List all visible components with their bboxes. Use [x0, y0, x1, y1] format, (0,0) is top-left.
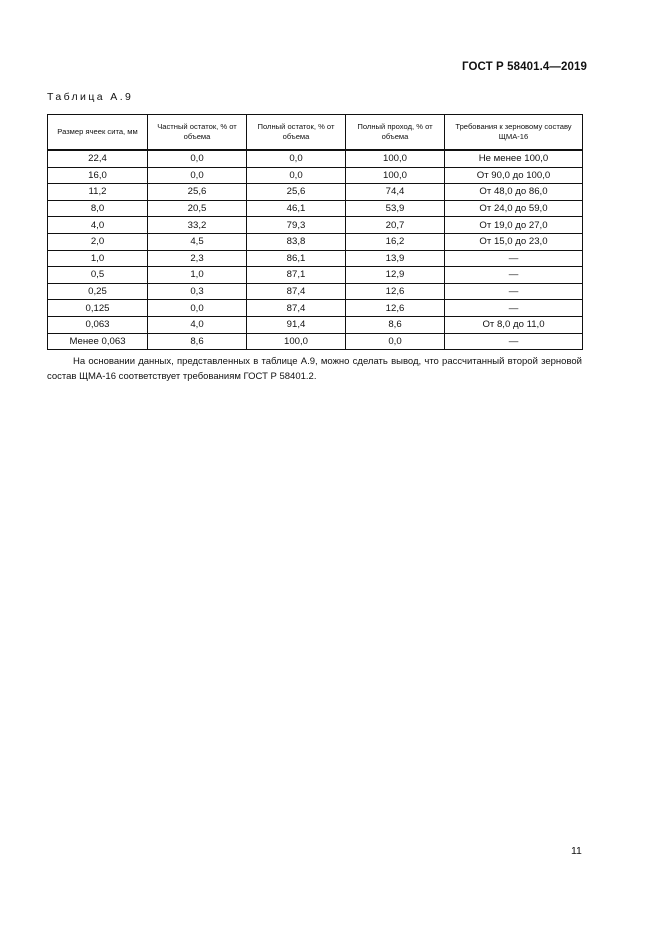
cell-sieve-size: 0,5: [48, 267, 148, 284]
cell-sieve-size: 11,2: [48, 184, 148, 201]
cell-partial-residue: 1,0: [148, 267, 247, 284]
column-header-requirements: Требования к зерновому составу ЩМА-16: [445, 115, 583, 151]
column-header-total-residue: Полный остаток, % от объема: [247, 115, 346, 151]
table-body: [48, 150, 583, 350]
cell-partial-residue: 33,2: [148, 217, 247, 234]
cell-total-passing: 74,4: [346, 184, 445, 201]
cell-partial-residue: 25,6: [148, 184, 247, 201]
table-row: [48, 300, 583, 317]
cell-total-residue: 100,0: [247, 333, 346, 350]
cell-requirement: От 19,0 до 27,0: [445, 217, 583, 234]
cell-total-passing: 53,9: [346, 200, 445, 217]
cell-total-residue: 91,4: [247, 316, 346, 333]
cell-requirement: —: [445, 333, 583, 350]
cell-total-passing: 12,6: [346, 283, 445, 300]
cell-total-passing: 12,6: [346, 300, 445, 317]
column-header-sieve-size: Размер ячеек сита, мм: [48, 115, 148, 151]
table-row: [48, 267, 583, 284]
cell-total-residue: 25,6: [247, 184, 346, 201]
table-row: [48, 283, 583, 300]
cell-sieve-size: 8,0: [48, 200, 148, 217]
table-row: [48, 167, 583, 184]
cell-sieve-size: 16,0: [48, 167, 148, 184]
cell-requirement: От 90,0 до 100,0: [445, 167, 583, 184]
table-row: [48, 233, 583, 250]
cell-total-residue: 83,8: [247, 233, 346, 250]
cell-partial-residue: 0,3: [148, 283, 247, 300]
cell-partial-residue: 0,0: [148, 300, 247, 317]
cell-total-residue: 0,0: [247, 150, 346, 167]
cell-requirement: От 8,0 до 11,0: [445, 316, 583, 333]
table-row: [48, 200, 583, 217]
conclusion-paragraph: На основании данных, представленных в таблице А.9, можно сделать вывод, что рассчитанный второй зерновой состав ЩМА-16 соответствует требованиям ГОСТ Р 58401.2.: [47, 356, 582, 382]
standard-code: ГОСТ Р 58401.4—2019: [462, 61, 587, 73]
cell-requirement: От 24,0 до 59,0: [445, 200, 583, 217]
cell-partial-residue: 8,6: [148, 333, 247, 350]
cell-total-passing: 13,9: [346, 250, 445, 267]
cell-total-residue: 87,1: [247, 267, 346, 284]
cell-partial-residue: 4,5: [148, 233, 247, 250]
table-row: [48, 250, 583, 267]
table-caption: Таблица А.9: [47, 91, 134, 103]
column-header-partial-residue: Частный остаток, % от объема: [148, 115, 247, 151]
cell-total-residue: 46,1: [247, 200, 346, 217]
cell-requirement: —: [445, 267, 583, 284]
cell-total-passing: 0,0: [346, 333, 445, 350]
cell-total-passing: 8,6: [346, 316, 445, 333]
cell-sieve-size: Менее 0,063: [48, 333, 148, 350]
page-number: 11: [571, 845, 582, 857]
cell-partial-residue: 0,0: [148, 167, 247, 184]
cell-sieve-size: 0,25: [48, 283, 148, 300]
table-row: [48, 184, 583, 201]
cell-requirement: От 48,0 до 86,0: [445, 184, 583, 201]
cell-sieve-size: 4,0: [48, 217, 148, 234]
cell-sieve-size: 2,0: [48, 233, 148, 250]
cell-total-residue: 0,0: [247, 167, 346, 184]
cell-sieve-size: 0,063: [48, 316, 148, 333]
cell-total-residue: 86,1: [247, 250, 346, 267]
cell-total-passing: 20,7: [346, 217, 445, 234]
cell-sieve-size: 22,4: [48, 150, 148, 167]
cell-total-passing: 16,2: [346, 233, 445, 250]
cell-partial-residue: 20,5: [148, 200, 247, 217]
cell-total-passing: 100,0: [346, 167, 445, 184]
column-header-total-passing: Полный проход, % от объема: [346, 115, 445, 151]
cell-total-residue: 87,4: [247, 283, 346, 300]
cell-partial-residue: 4,0: [148, 316, 247, 333]
table-row: [48, 150, 583, 167]
cell-requirement: —: [445, 250, 583, 267]
cell-requirement: Не менее 100,0: [445, 150, 583, 167]
sieve-analysis-table: [47, 114, 583, 350]
cell-total-passing: 100,0: [346, 150, 445, 167]
table-row: [48, 316, 583, 333]
cell-requirement: —: [445, 300, 583, 317]
table-header-row: [48, 115, 583, 151]
cell-sieve-size: 0,125: [48, 300, 148, 317]
table-row: [48, 217, 583, 234]
cell-requirement: От 15,0 до 23,0: [445, 233, 583, 250]
cell-partial-residue: 2,3: [148, 250, 247, 267]
cell-total-passing: 12,9: [346, 267, 445, 284]
cell-requirement: —: [445, 283, 583, 300]
table-row: [48, 333, 583, 350]
cell-sieve-size: 1,0: [48, 250, 148, 267]
cell-total-residue: 87,4: [247, 300, 346, 317]
cell-total-residue: 79,3: [247, 217, 346, 234]
cell-partial-residue: 0,0: [148, 150, 247, 167]
